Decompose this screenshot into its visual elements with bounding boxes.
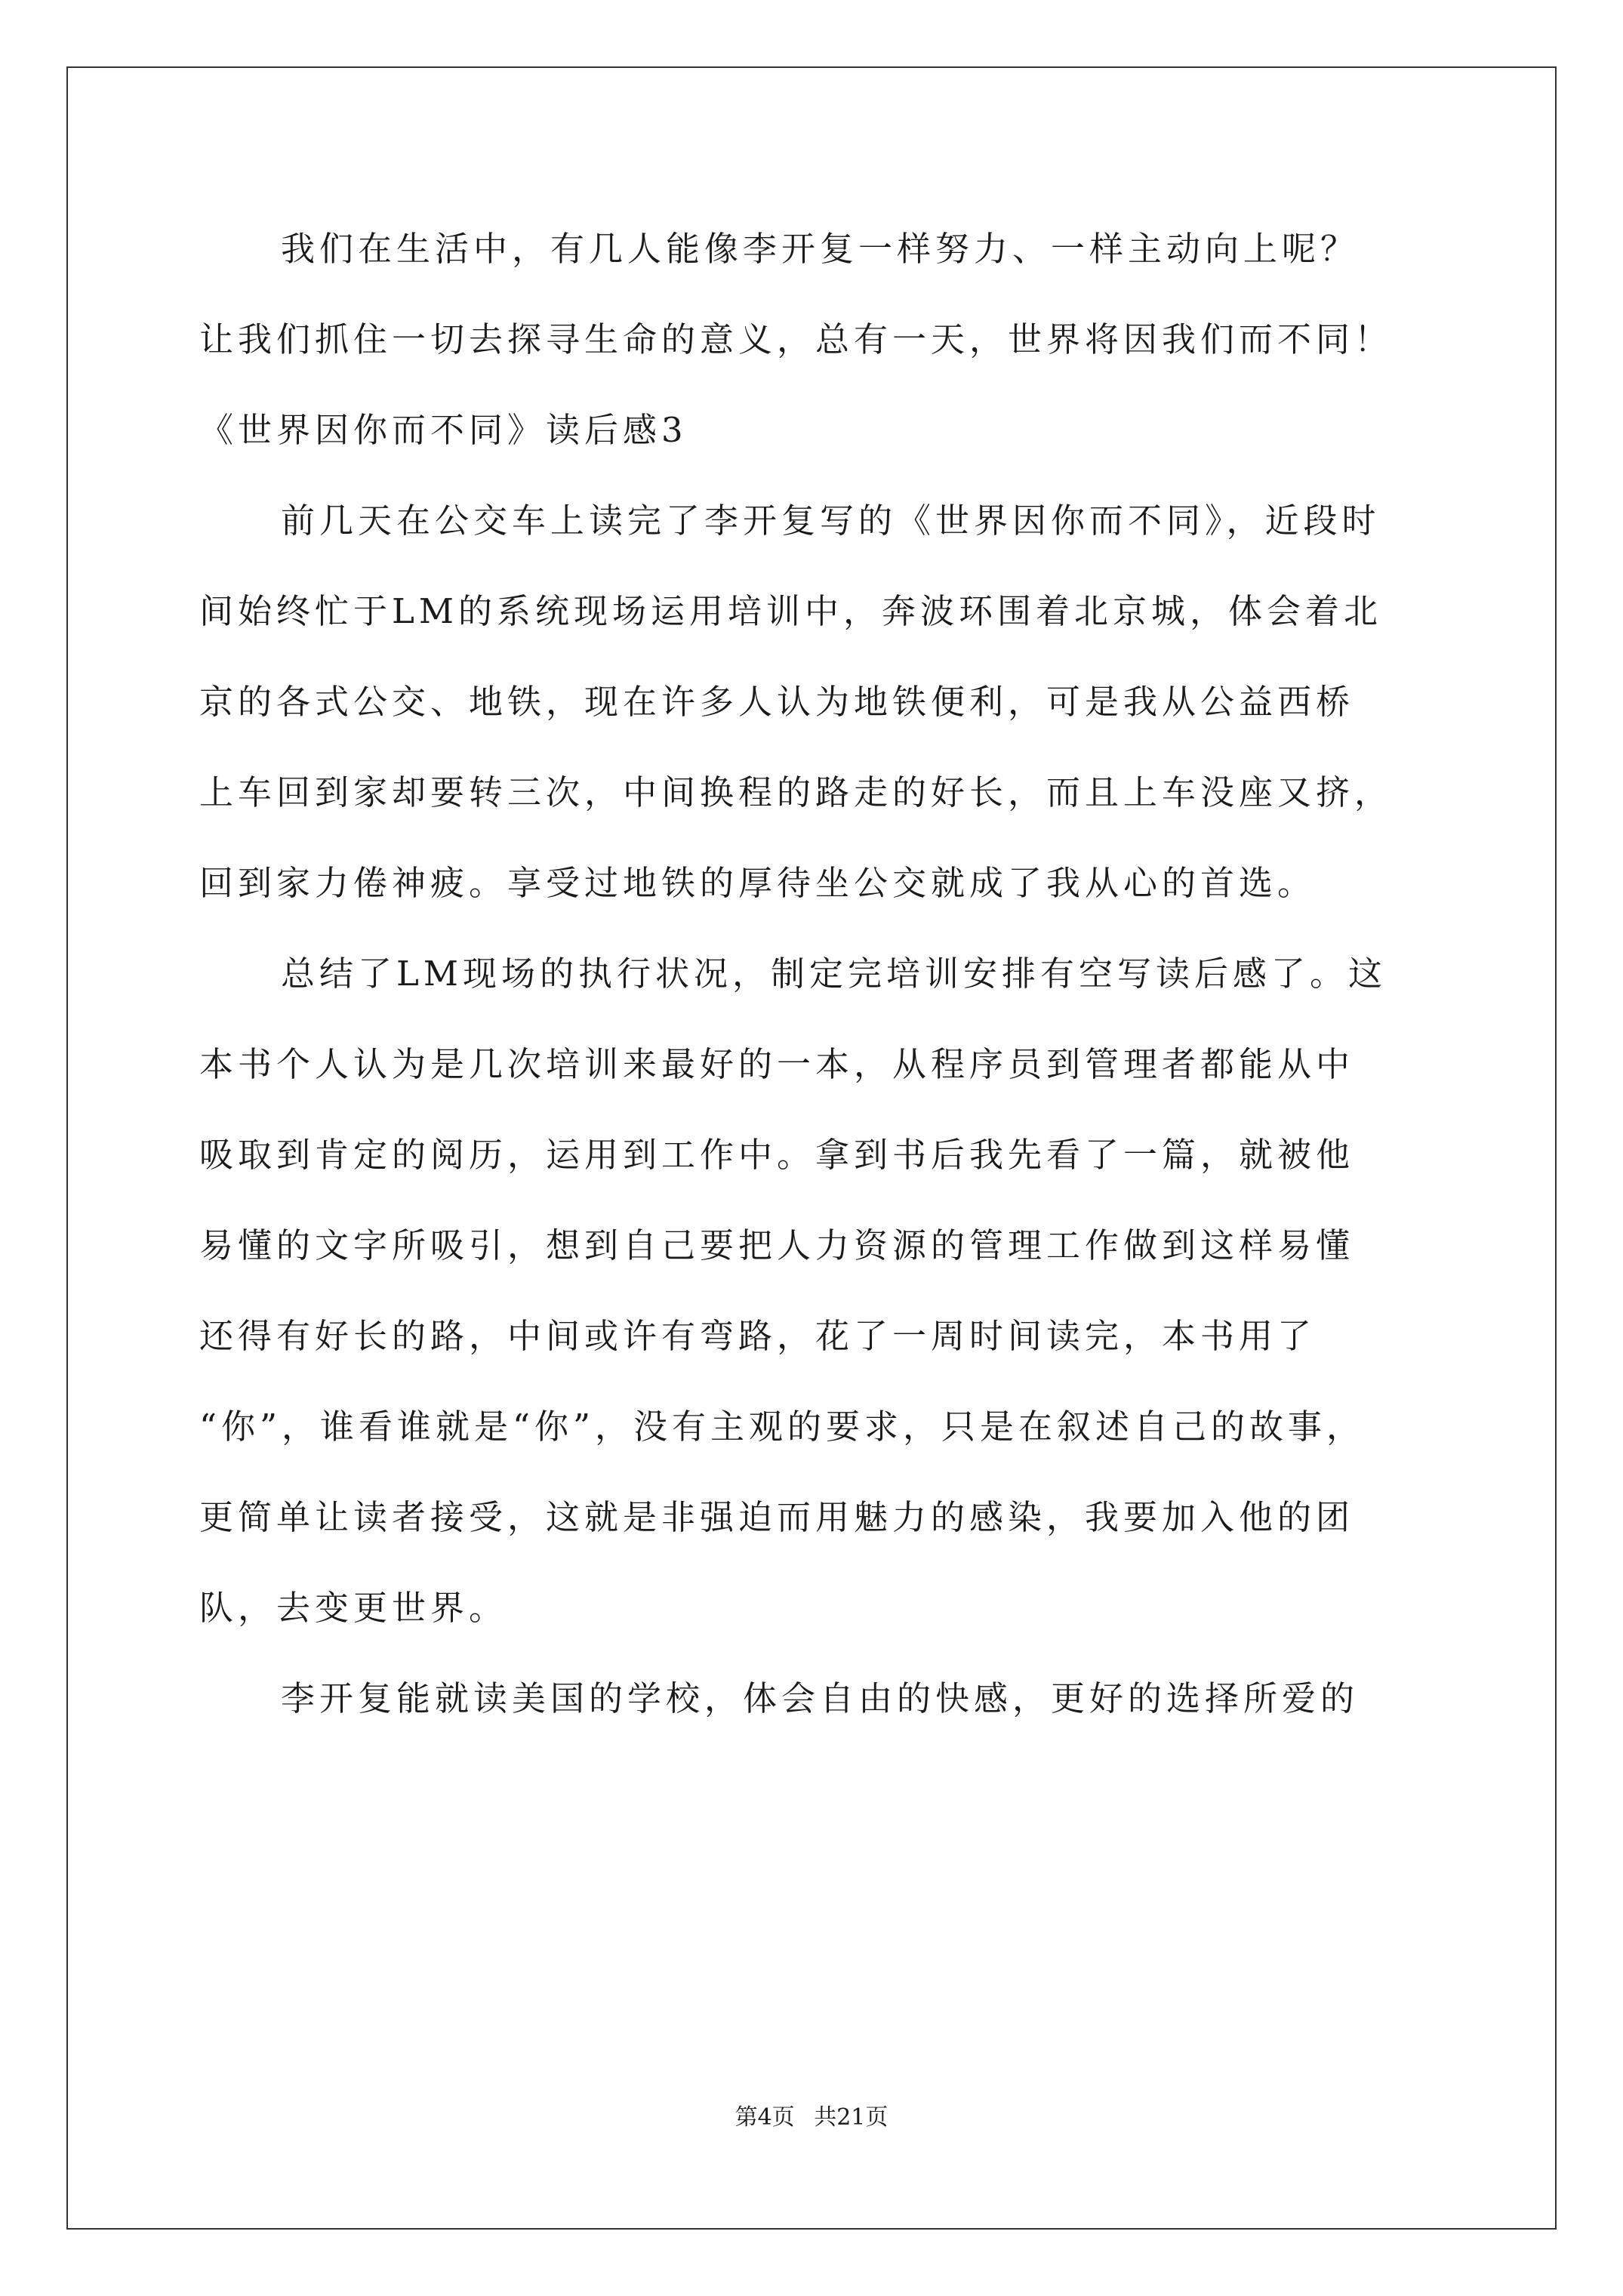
text-line: 本书个人认为是几次培训来最好的一本，从程序员到管理者都能从中: [199, 1044, 1355, 1084]
text-line: 还得有好长的路，中间或许有弯路，花了一周时间读完，本书用了: [199, 1316, 1317, 1356]
text-line: 李开复能就读美国的学校，体会自由的快感，更好的选择所爱的: [281, 1678, 1360, 1718]
text-line: 我们在生活中，有几人能像李开复一样努力、一样主动向上呢？: [281, 229, 1360, 269]
text-line: 更简单让读者接受，这就是非强迫而用魅力的感染，我要加入他的团: [199, 1497, 1355, 1537]
text-line: 间始终忙于LM的系统现场运用培训中，奔波环围着北京城，体会着北: [199, 591, 1382, 631]
text-line: 回到家力倦神疲。享受过地铁的厚待坐公交就成了我从心的首选。: [199, 863, 1317, 903]
text-line: 易懂的文字所吸引，想到自己要把人力资源的管理工作做到这样易懂: [199, 1225, 1355, 1265]
text-line: 队，去变更世界。: [199, 1588, 508, 1628]
text-line: 京的各式公交、地铁，现在许多人认为地铁便利，可是我从公益西桥: [199, 682, 1355, 722]
text-line: “你”，谁看谁就是“你”，没有主观的要求，只是在叙述自己的故事，: [199, 1407, 1366, 1447]
page-footer: [0, 2103, 1623, 2133]
page-number: 第4页: [735, 2104, 795, 2131]
text-line: 总结了LM现场的执行状况，制定完培训安排有空写读后感了。这: [281, 954, 1387, 994]
section-heading: 《世界因你而不同》读后感3: [199, 410, 688, 450]
page-total: 共21页: [814, 2104, 888, 2131]
text-line: 前几天在公交车上读完了李开复写的《世界因你而不同》，近段时: [281, 501, 1381, 541]
text-line: 让我们抓住一切去探寻生命的意义，总有一天，世界将因我们而不同！: [199, 319, 1394, 359]
text-line: 上车回到家却要转三次，中间换程的路走的好长，而且上车没座又挤，: [199, 772, 1394, 812]
text-line: 吸取到肯定的阅历，运用到工作中。拿到书后我先看了一篇，就被他: [199, 1135, 1355, 1175]
